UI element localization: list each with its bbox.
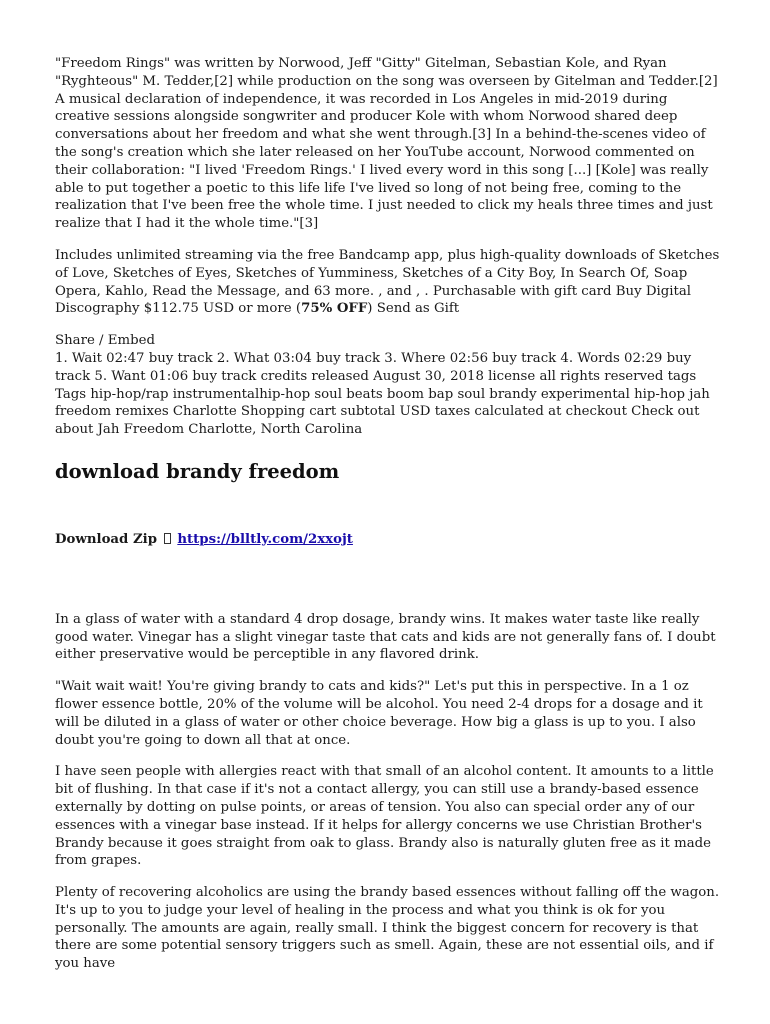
- send-as-gift-text: ) Send as Gift: [367, 301, 460, 317]
- page-heading: download brandy freedom: [55, 459, 340, 483]
- download-line: [55, 531, 720, 549]
- share-embed-label: Share / Embed: [55, 333, 155, 349]
- article-paragraph-4: Plenty of recovering alcoholics are using the brandy based essences without falling off the wagon. It's up to you to judge your level of healing in the process and what you think is ok for you personally. The amounts are again, really small. I think the biggest concern for recovery is that there are some potential sensory triggers such as smell. Again, these are not essential oils, and if you have: [55, 885, 720, 972]
- article-paragraph-2: "Wait wait wait! You're giving brandy to cats and kids?" Let's put this in perspective. In a 1 oz flower essence bottle, 20% of the volume will be alcohol. You need 2-4 drops for a dosage and it will be diluted in a glass of water or other choice beverage. How big a glass is up to you. I also doubt you're going to down all that at once.: [55, 679, 703, 748]
- tracklist-text: 1. Wait 02:47 buy track 2. What 03:04 buy track 3. Where 02:56 buy track 4. Words 02:29 buy track 5. Want 01:06 buy track credits released August 30, 2018 license all rights reserved tags Tags hip-hop/rap instrumentalhip-hop soul beats boom bap soul brandy experimental hip-hop jah freedom remixes Charlotte Shopping cart subtotal USD taxes calculated at checkout Check out about Jah Freedom Charlotte, North Carolina: [55, 350, 710, 438]
- article-paragraph-1: In a glass of water with a standard 4 drop dosage, brandy wins. It makes water taste like really good water. Vinegar has a slight vinegar taste that cats and kids are not generally fans of. I doubt either preservative would be perceptible in any flavored drink.: [55, 611, 716, 663]
- article-paragraph-3: I have seen people with allergies react with that small of an alcohol content. It amounts to a little bit of flushing. In that case if it's not a contact allergy, you can still use a brandy-based essence externally by dotting on pulse points, or areas of tension. You also can special order any of our essences with a vinegar base instead. If it helps for allergy concerns we use Christian Brother's Brandy because it goes straight from oak to glass. Brandy also is naturally gluten free as it made from grapes.: [55, 764, 714, 869]
- bandcamp-paragraph: [55, 247, 720, 318]
- arrow-glyph-icon: [164, 533, 171, 544]
- download-zip-label: Download Zip: [55, 531, 158, 547]
- bandcamp-text: Includes unlimited streaming via the free Bandcamp app, plus high-quality downloads of Sketches of Love, Sketches of Eyes, Sketches of Yumminess, Sketches of a City Boy, In Search Of, Soap Opera, Kahlo, Read the Message, and 63 more. , and , . Purchasable with gift card Buy Digital Discography $112.75 USD or more (: [55, 247, 720, 317]
- article-body: [55, 611, 720, 973]
- document-page: [55, 55, 720, 987]
- download-link[interactable]: https://blltly.com/2xxojt: [177, 531, 353, 547]
- intro-paragraph: "Freedom Rings" was written by Norwood, Jeff "Gitty" Gitelman, Sebastian Kole, and Ryan "Ryghteous" M. Tedder,[2] while production on the song was overseen by Gitelman and Tedder.[2] A musical declaration of independence, it was recorded in Los Angeles in mid-2019 during creative sessions alongside songwriter and producer Kole with whom Norwood shared deep conversations about her freedom and what she went through.[3] In a behind-the-scenes video of the song's creation which she later released on her YouTube account, Norwood commented on their collaboration: "I lived 'Freedom Rings.' I lived every word in this song [...] [Kole] was really able to put together a poetic to this life life I've lived so long of not being free, coming to the realization that I've been free the whole time. I just needed to click my heals three times and just realize that I had it the whole time."[3]: [55, 56, 718, 232]
- discount-label: 75% OFF: [301, 301, 368, 317]
- share-block: [55, 332, 720, 439]
